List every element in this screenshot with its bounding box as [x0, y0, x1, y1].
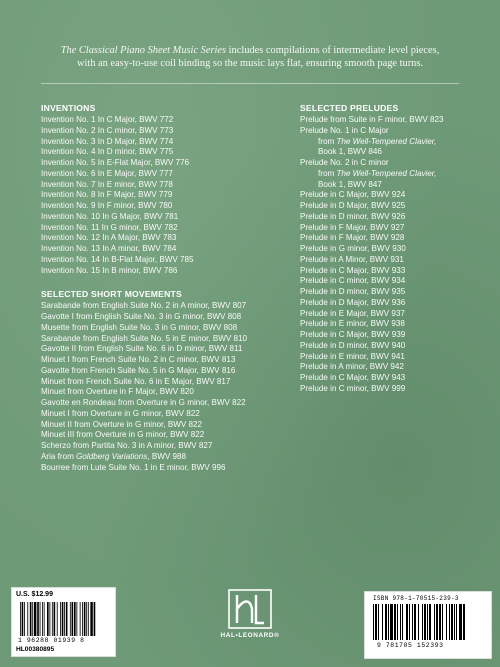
list-item: Sarabande from English Suite No. 2 in A minor, BWV 807	[41, 301, 247, 311]
list-item: Minuet II from Overture in G minor, BWV 822	[41, 419, 203, 429]
isbn-barcode-box	[364, 591, 492, 659]
list-item: Invention No. 6 In E Major, BWV 777	[41, 168, 173, 178]
publisher-name: HAL•LEONARD®	[220, 632, 280, 639]
wtc2-from: from	[318, 168, 337, 178]
list-item: Invention No. 3 In D Major, BWV 774	[41, 136, 174, 146]
aria-work-title: Goldberg Variations	[76, 451, 148, 461]
wtc1-title: Prelude No. 1 in C Major	[300, 125, 389, 135]
list-item: Invention No. 10 In G Major, BWV 781	[41, 211, 179, 221]
list-item: Prelude in E minor, BWV 938	[300, 319, 405, 329]
list-item: Minuet III from Overture in G minor, BWV 822	[41, 430, 205, 440]
list-item: Scherzo from Partita No. 3 in A minor, BWV 827	[41, 441, 213, 450]
list-item: Prelude in C minor, BWV 999	[300, 383, 406, 393]
list-item: Invention No. 4 In D minor, BWV 775	[41, 147, 174, 157]
preludes-heading: SELECTED PRELUDES	[300, 103, 399, 113]
list-item: Minuet I from Overture in G minor, BWV 822	[41, 408, 200, 418]
divider	[41, 83, 459, 84]
list-item: Minuet I from French Suite No. 2 in C minor, BWV 813	[41, 355, 236, 364]
inventions-heading: INVENTIONS	[41, 103, 96, 113]
price-label: U.S. $12.99	[16, 591, 53, 598]
short-movements-heading: SELECTED SHORT MOVEMENTS	[41, 289, 182, 300]
wtc1-work: The Well-Tempered Clavier,	[336, 136, 437, 146]
list-item: Invention No. 7 In E minor, BWV 778	[41, 179, 173, 189]
right-column	[300, 103, 470, 395]
list-item-wtc-2	[300, 158, 470, 190]
list-item: Invention No. 5 In E-Flat Major, BWV 776	[41, 158, 190, 167]
list-item: Prelude in F Major, BWV 927	[300, 222, 405, 232]
list-item: Prelude in D Major, BWV 925	[300, 201, 406, 210]
series-intro	[30, 44, 470, 70]
publisher-logo	[216, 589, 284, 639]
aria-suffix: , BWV 988	[147, 451, 187, 461]
list-item: Prelude in C Major, BWV 924	[300, 190, 406, 200]
aria-prefix: Aria from	[41, 451, 77, 461]
list-item: Invention No. 1 In C Major, BWV 772	[41, 115, 174, 124]
wtc2-book: Book 1, BWV 847	[318, 179, 382, 189]
wtc2-work: The Well-Tempered Clavier,	[336, 168, 437, 178]
list-item: Invention No. 9 In F minor, BWV 780	[41, 201, 173, 210]
list-item: Invention No. 15 In B minor, BWV 786	[41, 265, 178, 275]
list-item: Gavotte from French Suite No. 5 in G Major, BWV 816	[41, 365, 236, 375]
product-code: HL00380895	[16, 646, 55, 653]
price-barcode-box	[11, 587, 116, 657]
preludes-list	[300, 115, 470, 395]
ean-digits: 9 781705 152393	[377, 642, 444, 649]
list-item: Prelude from Suite in F minor, BWV 823	[300, 115, 444, 124]
list-item: Invention No. 12 In A Major, BWV 783	[41, 233, 177, 243]
list-item: Musette from English Suite No. 3 in G minor, BWV 808	[41, 322, 238, 332]
list-item: Gavotte en Rondeau from Overture in G minor, BWV 822	[41, 398, 246, 407]
list-item: Prelude in C minor, BWV 934	[300, 276, 406, 286]
list-item: Prelude in D minor, BWV 940	[300, 340, 406, 350]
section-gap	[41, 276, 281, 289]
list-item: Invention No. 8 In F Major, BWV 779	[41, 190, 173, 200]
wtc2-source	[300, 169, 470, 180]
list-item: Prelude in E minor, BWV 941	[300, 351, 405, 361]
list-item: Prelude in D minor, BWV 935	[300, 287, 406, 296]
intro-line-2: with an easy-to-use coil binding so the music lays flat, ensuring smooth page turns.	[76, 58, 423, 69]
list-item: Prelude in G minor, BWV 930	[300, 244, 406, 253]
list-item: Prelude in D Major, BWV 936	[300, 297, 406, 307]
series-title: The Classical Piano Sheet Music Series	[60, 45, 227, 56]
list-item: Invention No. 11 In G minor, BWV 782	[41, 222, 178, 232]
list-item: Prelude in E Major, BWV 937	[300, 308, 405, 318]
intro-line-1: includes compilations of intermediate level pieces,	[226, 45, 440, 56]
list-item: Prelude in D minor, BWV 926	[300, 211, 406, 221]
ean-barcode-icon	[373, 604, 483, 640]
list-item: Prelude in A Minor, BWV 931	[300, 254, 404, 264]
hal-leonard-logo-icon	[228, 589, 272, 629]
wtc2-title: Prelude No. 2 in C minor	[300, 158, 389, 167]
list-item: Gavotte I from English Suite No. 3 in G minor, BWV 808	[41, 312, 242, 321]
upc-digits: 1 96288 01939 8	[18, 637, 85, 644]
upc-barcode-icon	[20, 602, 110, 636]
list-item: Bourree from Lute Suite No. 1 in E minor, BWV 996	[41, 462, 226, 472]
wtc1-from: from	[318, 136, 337, 146]
list-item: Prelude in F Major, BWV 928	[300, 233, 405, 243]
list-item-aria	[41, 452, 281, 463]
wtc1-book: Book 1, BWV 846	[318, 147, 382, 157]
list-item: Gavotte II from English Suite No. 6 in D minor, BWV 811	[41, 344, 243, 354]
inventions-list	[41, 115, 281, 276]
list-item: Minuet from French Suite No. 6 in E Major, BWV 817	[41, 376, 231, 386]
list-item: Invention No. 14 In B-Flat Major, BWV 785	[41, 254, 194, 264]
list-item: Invention No. 2 In C minor, BWV 773	[41, 125, 174, 135]
list-item: Sarabande from English Suite No. 5 in E minor, BWV 810	[41, 333, 248, 343]
list-item-wtc-1	[300, 126, 470, 158]
short-movements-list	[41, 301, 281, 473]
left-column	[41, 103, 281, 473]
list-item: Prelude in C Major, BWV 943	[300, 373, 406, 382]
list-item: Prelude in A minor, BWV 942	[300, 362, 404, 372]
wtc1-source	[300, 137, 470, 148]
list-item: Minuet from Overture in F Major, BWV 820	[41, 387, 194, 397]
list-item: Invention No. 13 In A minor, BWV 784	[41, 244, 177, 253]
isbn-label: ISBN 978-1-70515-239-3	[373, 595, 459, 602]
list-item: Prelude in C Major, BWV 939	[300, 330, 406, 339]
list-item: Prelude in C Major, BWV 933	[300, 265, 406, 275]
